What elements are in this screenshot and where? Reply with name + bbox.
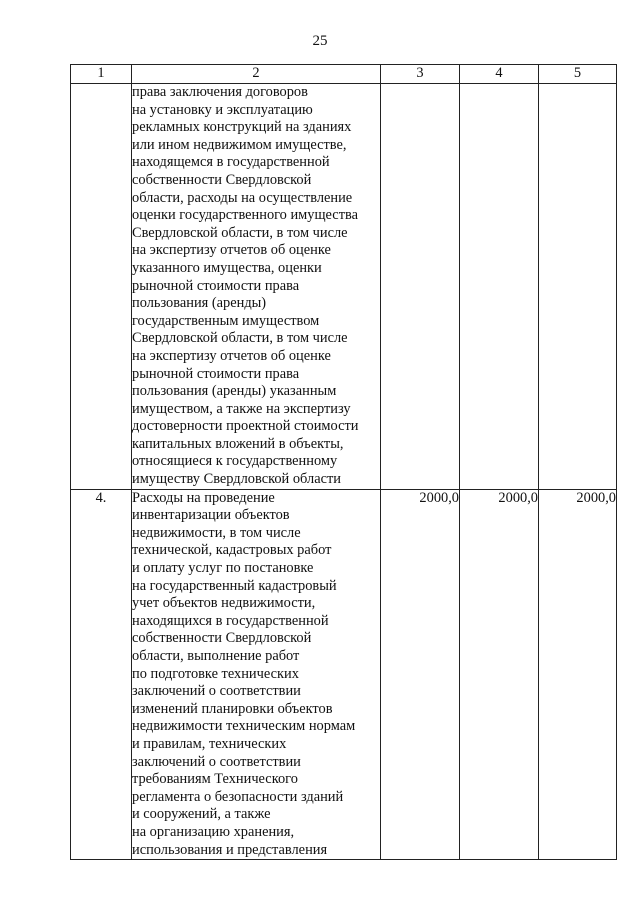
page-number: 25 — [312, 33, 328, 49]
column-header-4: 4 — [460, 65, 539, 84]
table-row — [71, 489, 617, 859]
table-row — [71, 84, 617, 490]
description-line: инвентаризации объектов — [132, 507, 290, 524]
value-col-5 — [539, 84, 617, 490]
description-line: технической, кадастровых работ — [132, 542, 332, 559]
description-line: собственности Свердловской — [132, 171, 312, 188]
description-line: Свердловской области, в том числе — [132, 330, 348, 347]
description-line: рыночной стоимости права — [132, 365, 300, 382]
value-col-4: 2000,0 — [460, 489, 539, 859]
description-line: учет объектов недвижимости, — [132, 595, 316, 612]
description-line: на установку и эксплуатацию — [132, 101, 313, 118]
value-col-5: 2000,0 — [539, 489, 617, 859]
description-line: недвижимости, в том числе — [132, 524, 301, 541]
description-line: имуществу Свердловской области — [132, 471, 341, 488]
description-line: рекламных конструкций на зданиях — [132, 119, 352, 136]
column-header-5: 5 — [539, 65, 617, 84]
description-line: изменений планировки объектов — [132, 700, 333, 717]
value-col-4 — [460, 84, 539, 490]
description-line: регламента о безопасности зданий — [132, 788, 344, 805]
value-col-3 — [381, 84, 460, 490]
row-description — [132, 489, 381, 859]
description-line: требованиям Технического — [132, 771, 298, 788]
value-col-3: 2000,0 — [381, 489, 460, 859]
description-line: пользования (аренды) — [132, 295, 267, 312]
row-description — [132, 84, 381, 490]
description-line: использования и представления — [132, 841, 328, 858]
description-line: государственным имуществом — [132, 312, 320, 329]
description-line: собственности Свердловской — [132, 630, 312, 647]
row-number — [71, 84, 132, 490]
column-header-2: 2 — [132, 65, 381, 84]
description-line: или ином недвижимом имуществе, — [132, 136, 347, 153]
row-number: 4. — [71, 489, 132, 859]
description-line: на государственный кадастровый — [132, 577, 337, 594]
description-line: области, расходы на осуществление — [132, 189, 353, 206]
description-line: пользования (аренды) указанным — [132, 383, 337, 400]
description-line: рыночной стоимости права — [132, 277, 300, 294]
description-line: и оплату услуг по постановке — [132, 560, 314, 577]
description-line: области, выполнение работ — [132, 648, 300, 664]
column-header-1: 1 — [71, 65, 132, 84]
budget-table — [70, 64, 617, 860]
description-line: на экспертизу отчетов об оценке — [132, 242, 331, 259]
description-line: находящемся в государственной — [132, 154, 330, 171]
description-line: указанного имущества, оценки — [132, 259, 322, 276]
description-line: находящихся в государственной — [132, 612, 329, 629]
description-line: и сооружений, а также — [132, 806, 271, 823]
description-line: Расходы на проведение — [132, 489, 275, 506]
description-line: заключений о соответствии — [132, 753, 301, 770]
description-line: относящиеся к государственному — [132, 453, 338, 470]
description-line: заключений о соответствии — [132, 683, 301, 700]
description-line: и правилам, технических — [132, 735, 287, 752]
description-line: на организацию хранения, — [132, 823, 295, 840]
description-line: оценки государственного имущества — [132, 207, 358, 224]
description-line: права заключения договоров — [132, 84, 308, 100]
table-header-row — [71, 65, 617, 84]
description-line: достоверности проектной стоимости — [132, 418, 359, 435]
description-line: недвижимости техническим нормам — [132, 718, 356, 735]
description-line: имуществом, а также на экспертизу — [132, 400, 351, 417]
column-header-3: 3 — [381, 65, 460, 84]
description-line: по подготовке технических — [132, 665, 299, 682]
description-line: Свердловской области, в том числе — [132, 224, 348, 241]
description-line: капитальных вложений в объекты, — [132, 435, 344, 452]
description-line: на экспертизу отчетов об оценке — [132, 347, 331, 364]
